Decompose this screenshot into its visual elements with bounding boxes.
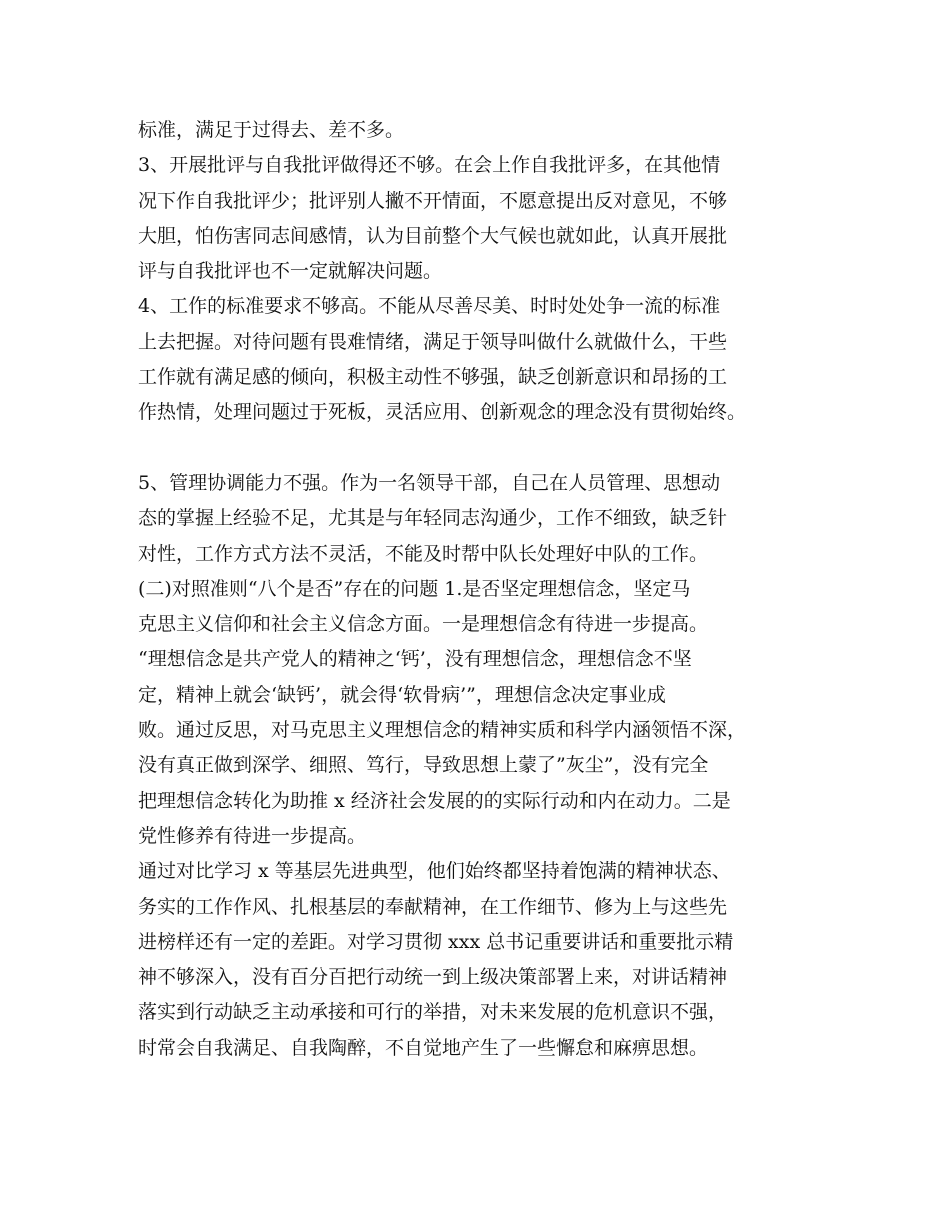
text-line: 工作就有满足感的倾向，积极主动性不够强，缺乏创新意识和昂扬的工 (138, 366, 728, 389)
text-line: 标准，满足于过得去、差不多。 (138, 119, 405, 141)
text-line: 没有真正做到深学、细照、笃行，导致思想上蒙了”灰尘”，没有完全 (138, 754, 709, 777)
text-line: 神不够深入，没有百分百把行动统一到上级决策部署上来，对讲话精神 (138, 966, 728, 989)
text-line: 落实到行动缺乏主动承接和可行的举措，对未来发展的危机意识不强， (138, 1001, 728, 1024)
paragraph-spacer (138, 431, 828, 466)
text-line: 上去把握。对待问题有畏难情绪，满足于领导叫做什么就做什么，干些 (138, 330, 728, 353)
text-line: 时常会自我满足、自我陶醉，不自觉地产生了一些懈怠和麻痹思想。 (138, 1036, 709, 1059)
text-line: 务实的工作作风、扎根基层的奉献精神，在工作细节、修为上与这些先 (138, 895, 728, 918)
text-line: 况下作自我批评少；批评别人撇不开情面，不愿意提出反对意见，不够 (138, 189, 728, 212)
text-line: 把理想信念转化为助推 x 经济社会发展的的实际行动和内在动力。二是 (138, 789, 731, 812)
text-line: (二)对照准则“八个是否”存在的问题 1.是否坚定理想信念，坚定马 (138, 577, 691, 600)
text-line: 败。通过反思，对马克思主义理想信念的精神实质和科学内涵领悟不深， (138, 719, 747, 742)
document-body (138, 113, 828, 1066)
text-line: “理想信念是共产党人的精神之‘钙’，没有理想信念，理想信念不坚 (138, 648, 692, 671)
text-line: 克思主义信仰和社会主义信念方面。一是理想信念有待进一步提高。 (138, 613, 709, 636)
text-line: 党性修养有待进一步提高。 (138, 824, 367, 847)
text-line: 大胆，怕伤害同志间感情，认为目前整个大气候也就如此，认真开展批 (138, 224, 728, 247)
text-line: 3、开展批评与自我批评做得还不够。在会上作自我批评多，在其他情 (138, 154, 721, 177)
text-line: 态的掌握上经验不足，尤其是与年轻同志沟通少，工作不细致，缺乏针 (138, 507, 728, 530)
text-line: 4、工作的标准要求不够高。不能从尽善尽美、时时处处争一流的标准 (138, 295, 721, 318)
text-line: 对性，工作方式方法不灵活，不能及时帮中队长处理好中队的工作。 (138, 542, 709, 565)
text-line: 通过对比学习 x 等基层先进典型，他们始终都坚持着饱满的精神状态、 (138, 860, 731, 883)
text-line: 作热情，处理问题过于死板，灵活应用、创新观念的理念没有贯彻始终。 (138, 401, 747, 424)
text-line: 定，精神上就会‘缺钙’，就会得‘软骨病’”，理想信念决定事业成 (138, 683, 666, 706)
text-line: 5、管理协调能力不强。作为一名领导干部，自己在人员管理、思想动 (138, 471, 721, 494)
text-line: 进榜样还有一定的差距。对学习贯彻 xxx 总书记重要讲话和重要批示精 (138, 930, 734, 953)
text-line: 评与自我批评也不一定就解决问题。 (138, 260, 443, 283)
